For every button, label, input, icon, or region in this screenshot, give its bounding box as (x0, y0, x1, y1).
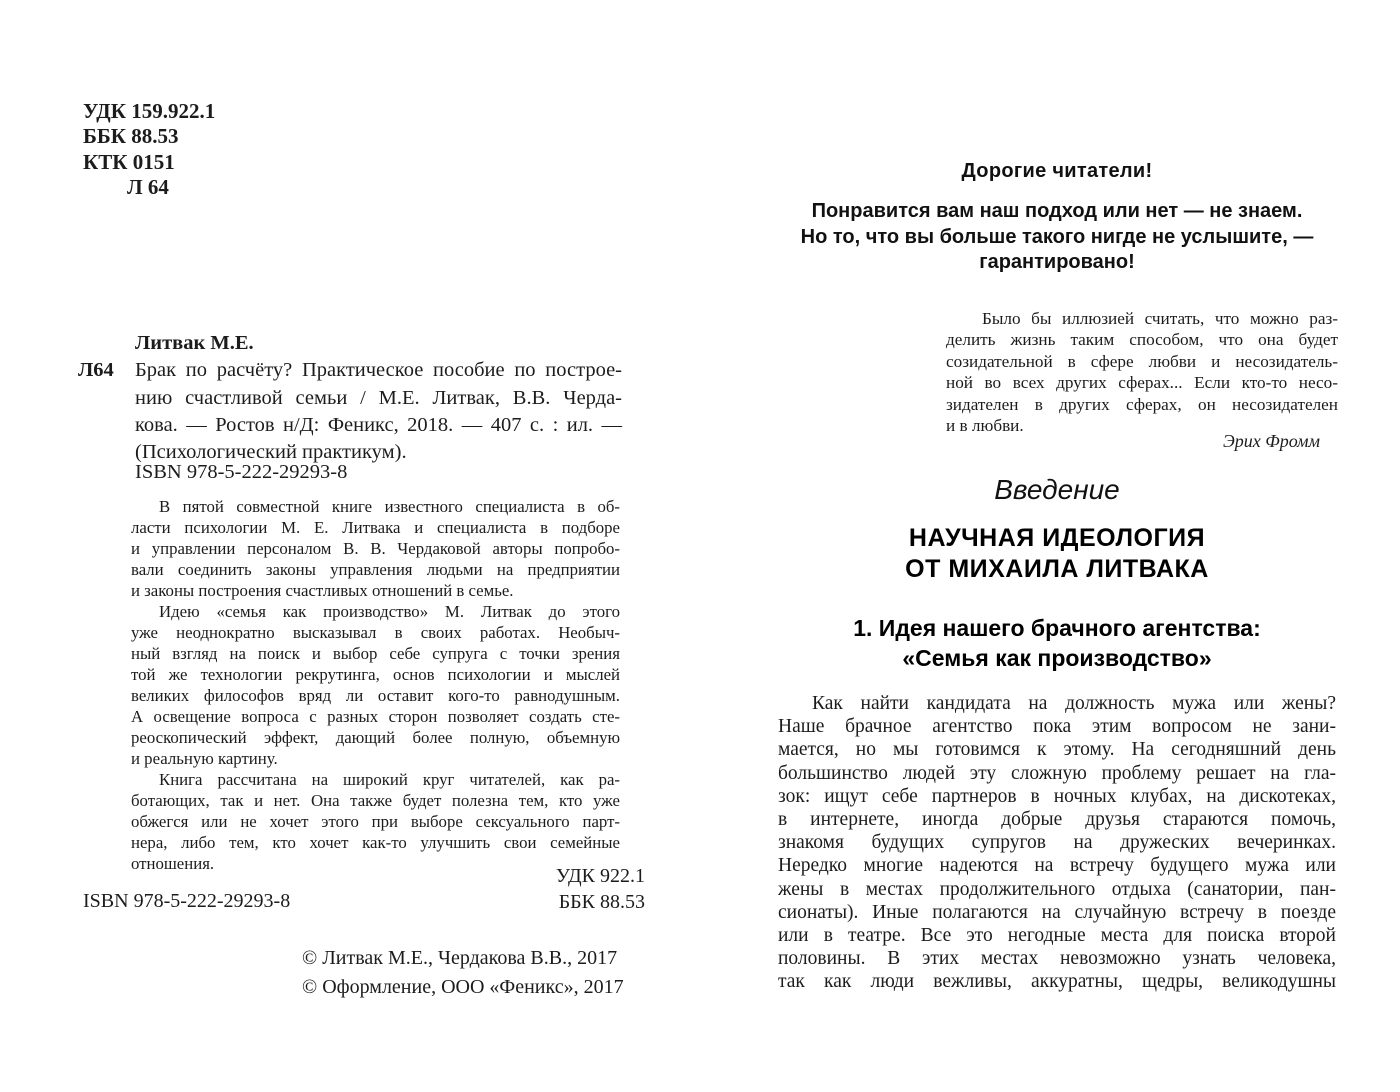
annotation-paragraph-3 (131, 769, 620, 874)
intro-heading: Введение (994, 474, 1120, 505)
text-line: УДК 922.1 (555, 865, 645, 887)
text-line: сионаты). Иные полагаются на случайную встречу в поезде (778, 901, 1336, 923)
text-line: или в театре. Все это негодные места для поиска второй (778, 925, 1336, 947)
text-line: Как найти кандидата на должность мужа или жены? (812, 693, 1336, 714)
text-line: Наше брачное агентство пока этим вопросом не зани- (778, 716, 1336, 738)
copyright-authors: © Литвак М.Е., Чердакова В.В., 2017 (302, 947, 618, 969)
text-line: большинство людей эту сложную проблему решает на гла- (778, 762, 1336, 784)
text-line: Было бы иллюзией считать, что можно раз- (982, 309, 1338, 328)
text-line: ной во всех других сферах... Если кто-то несо- (946, 373, 1338, 393)
bibliographic-description (135, 357, 622, 466)
section-title (778, 614, 1336, 673)
text-line: ный взгляд на поиск и выбор себе супруга с точки зрения (131, 644, 620, 663)
isbn-top: ISBN 978-5-222-29293-8 (135, 461, 348, 483)
text-line: «Семья как производство» (902, 644, 1212, 671)
text-line: созидательной в сфере любви и несозидатель- (946, 351, 1338, 371)
text-line: и управлении персоналом В. В. Чердаковой авторы попробо- (131, 539, 620, 558)
bibliographic-description-row (78, 357, 622, 466)
text-line: вали соединить законы управления людьми на предприятии (131, 560, 620, 579)
bibliographic-entry (78, 330, 622, 466)
text-line: обжегся или не хочет этого при выборе сексуального парт- (131, 812, 620, 831)
text-line: ботающих, так и нет. Она также будет полезна тем, кто уже (131, 791, 620, 810)
text-line: зидателен в других сферах, он несозидателен (946, 394, 1338, 414)
udk-bbk-bottom-block (443, 864, 645, 915)
entry-code: Л64 (78, 359, 114, 382)
text-line: кова. — Ростов н/Д: Феникс, 2018. — 407 с. : ил. — (135, 413, 622, 436)
text-line: и реальную картину. (131, 749, 278, 768)
text-line: ласти психологии М. Е. Литвака и специалиста в подборе (131, 518, 620, 537)
bbk-code: ББК 88.53 (83, 124, 179, 149)
publisher-promise (778, 199, 1336, 276)
text-line: делить жизнь таким способом, что она будет (946, 330, 1338, 350)
annotation-paragraph-1 (131, 496, 620, 601)
text-line: НАУЧНАЯ ИДЕОЛОГИЯ (908, 524, 1206, 552)
text-line: Понравится вам наш подход или нет — не знаем. (811, 200, 1303, 222)
isbn-bottom: ISBN 978-5-222-29293-8 (83, 890, 291, 912)
text-line: 1. Идея нашего брачного агентства: (853, 615, 1261, 641)
epigraph-author: Эрих Фромм (1222, 431, 1320, 451)
text-line: Идею «семья как производство» М. Литвак до этого (159, 602, 620, 621)
text-line: реоскопический эффект, дающий более полную, объемную (131, 728, 620, 747)
text-line: той же технологии рекрутинга, основ психологии и мыслей (131, 665, 620, 684)
text-line: Нередко многие надеются на встречу будущего мужа или (778, 855, 1336, 877)
text-line: Брак по расчёту? Практическое пособие по построе- (135, 359, 622, 382)
text-line: отношения. (131, 854, 215, 873)
epigraph (946, 308, 1338, 436)
text-line: гарантировано! (979, 251, 1135, 273)
catalog-codes-block (83, 99, 215, 200)
author-name: Литвак М.Е. (135, 332, 254, 354)
text-line: великих философов вряд ли оставит кого-то равнодушным. (131, 686, 620, 705)
text-line: уже неоднократно высказывал в своих работах. Необыч- (131, 623, 620, 642)
copyright-block (302, 944, 632, 1002)
readers-salutation: Дорогие читатели! (961, 160, 1153, 182)
text-line: (Психологический практикум). (135, 441, 407, 464)
text-line: мается, но мы готовимся к этому. На сегодняшний день (778, 739, 1336, 761)
text-line: и в любви. (946, 416, 1024, 436)
text-line: А освещение вопроса с разных сторон позволяет создать сте- (131, 707, 620, 726)
text-line: нера, либо тем, кто хочет как-то улучшить свои семейные (131, 833, 620, 852)
author-sign-code: Л 64 (127, 174, 169, 199)
text-line: ОТ МИХАИЛА ЛИТВАКА (905, 554, 1209, 583)
text-line: В пятой совместной книге известного специалиста в об- (159, 497, 620, 516)
annotation (131, 496, 620, 874)
text-line: половины. В этих местах невозможно узнать человека, (778, 948, 1336, 970)
text-line: зок: ищут себе партнеров в ночных клубах, на дискотеках, (778, 785, 1336, 807)
text-line: знакомя будущих супругов на дружеских вечеринках. (778, 832, 1336, 854)
chapter-title (778, 523, 1336, 584)
udk-code: УДК 159.922.1 (83, 99, 216, 123)
text-line: Но то, что вы больше такого нигде не услышите, — (800, 225, 1314, 248)
text-line: так как люди вежливы, аккуратны, щедры, великодушны (778, 971, 1336, 993)
text-line: Книга рассчитана на широкий круг читателей, как ра- (159, 770, 620, 789)
text-line: ББК 88.53 (558, 890, 645, 913)
annotation-paragraph-2 (131, 601, 620, 769)
text-line: нию счастливой семьи / М.Е. Литвак, В.В. Черда- (135, 386, 622, 409)
text-line: жены в местах продолжительного отдыха (санатории, пан- (778, 878, 1336, 900)
text-line: в интернете, иногда добрые друзья стараются помочь, (778, 809, 1336, 831)
ktk-code: КТК 0151 (83, 149, 175, 174)
body-text (778, 692, 1336, 994)
copyright-publisher: © Оформление, ООО «Феникс», 2017 (302, 976, 624, 999)
text-line: и законы построения счастливых отношений в семье. (131, 581, 514, 600)
